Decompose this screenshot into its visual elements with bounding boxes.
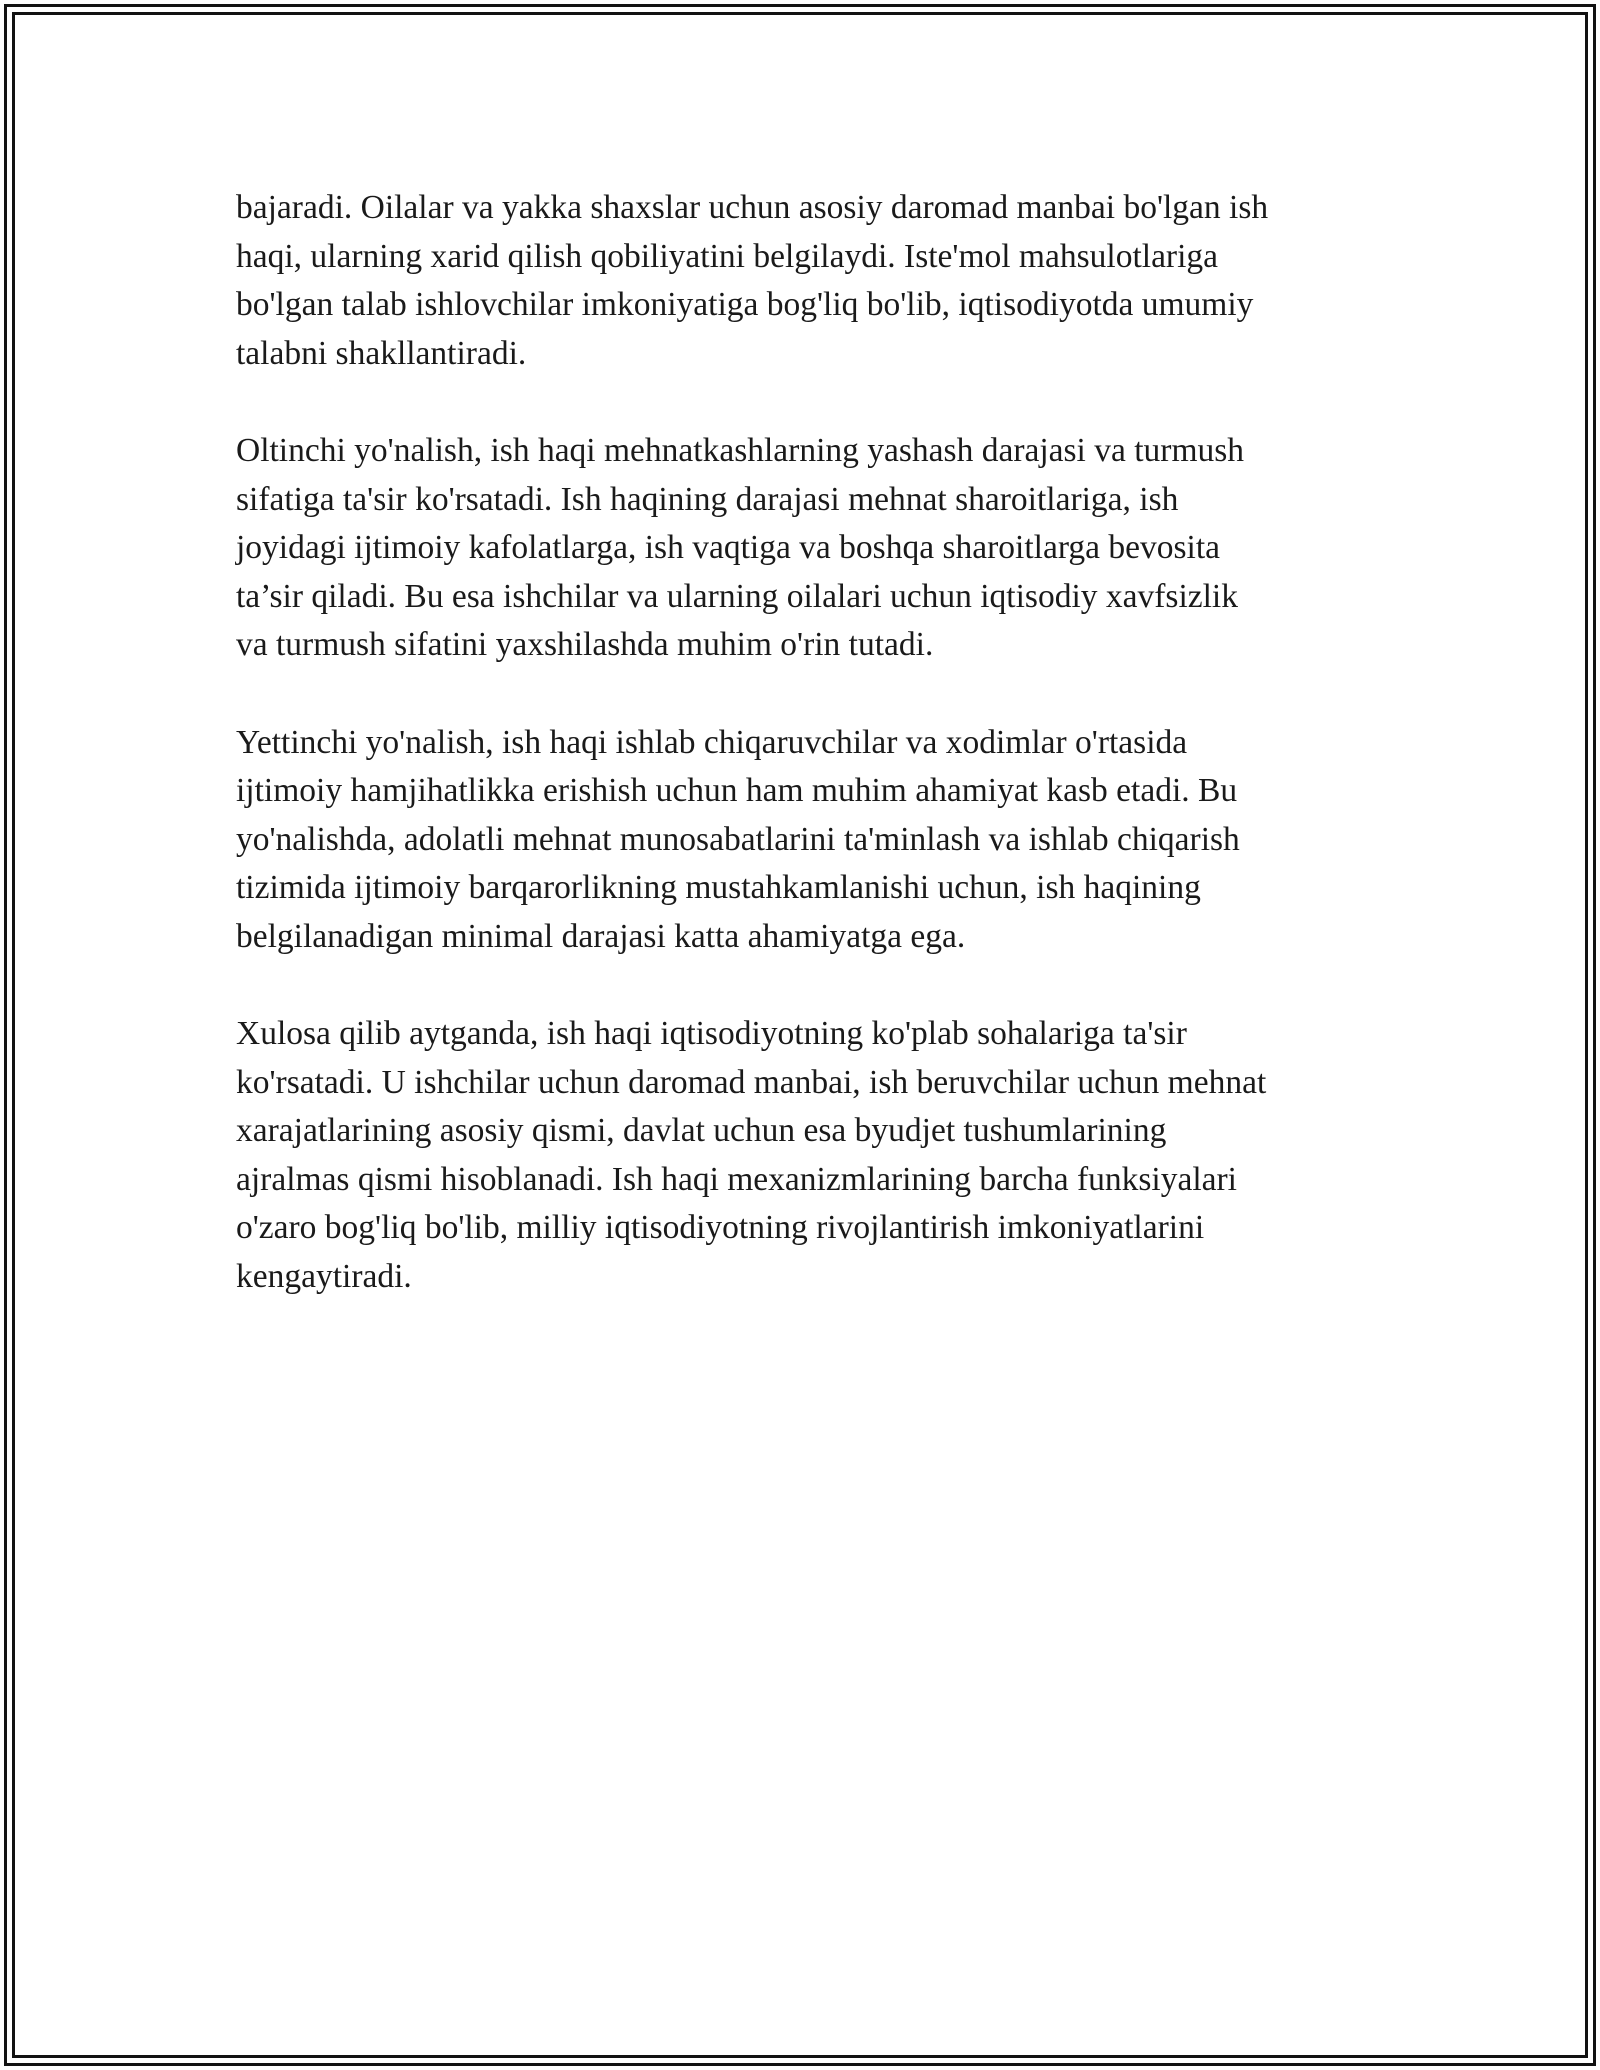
paragraph-2: Oltinchi yo'nalish, ish haqi mehnatkashlarning yashash darajasi va turmush sifatiga ta'sir ko'rsatadi. Ish haqining darajasi mehnat sharoitlariga, ish joyidagi ijtimoiy kafolatlarga, ish vaqtiga va boshqa sharoitlarga bevosita ta’sir qiladi. Bu esa ishchilar va ularning oilalari uchun iqtisodiy xavfsizlik va turmush sifatini yaxshilashda muhim o'rin tutadi. [236,431,1245,664]
document-body [236,184,1376,1350]
paragraph-3: Yettinchi yo'nalish, ish haqi ishlab chiqaruvchilar va xodimlar o'rtasida ijtimoiy hamjihatlikka erishish uchun ham muhim ahamiyat kasb etadi. Bu yo'nalishda, adolatli mehnat munosabatlarini ta'minlash va ishlab chiqarish tizimida ijtimoiy barqarorlikning mustahkamlanishi uchun, ish haqining belgilanadigan minimal darajasi katta ahamiyatga ega. [236,723,1240,955]
paragraph-1: bajaradi. Oilalar va yakka shaxslar uchun asosiy daromad manbai bo'lgan ish haqi, ularning xarid qilish qobiliyatini belgilaydi. Iste'mol mahsulotlariga bo'lgan talab ishlovchilar imkoniyatiga bog'liq bo'lib, iqtisodiyotda umumiy talabni shakllantiradi. [236,189,1269,372]
paragraph-4: Xulosa qilib aytganda, ish haqi iqtisodiyotning ko'plab sohalariga ta'sir ko'rsatadi. U ishchilar uchun daromad manbai, ish beruvchilar uchun mehnat xarajatlarining asosiy qismi, davlat uchun esa byudjet tushumlarining ajralmas qismi hisoblanadi. Ish haqi mexanizmlarining barcha funksiyalari o'zaro bog'liq bo'lib, milliy iqtisodiyotning rivojlantirish imkoniyatlarini kengaytiradi. [236,1015,1267,1296]
